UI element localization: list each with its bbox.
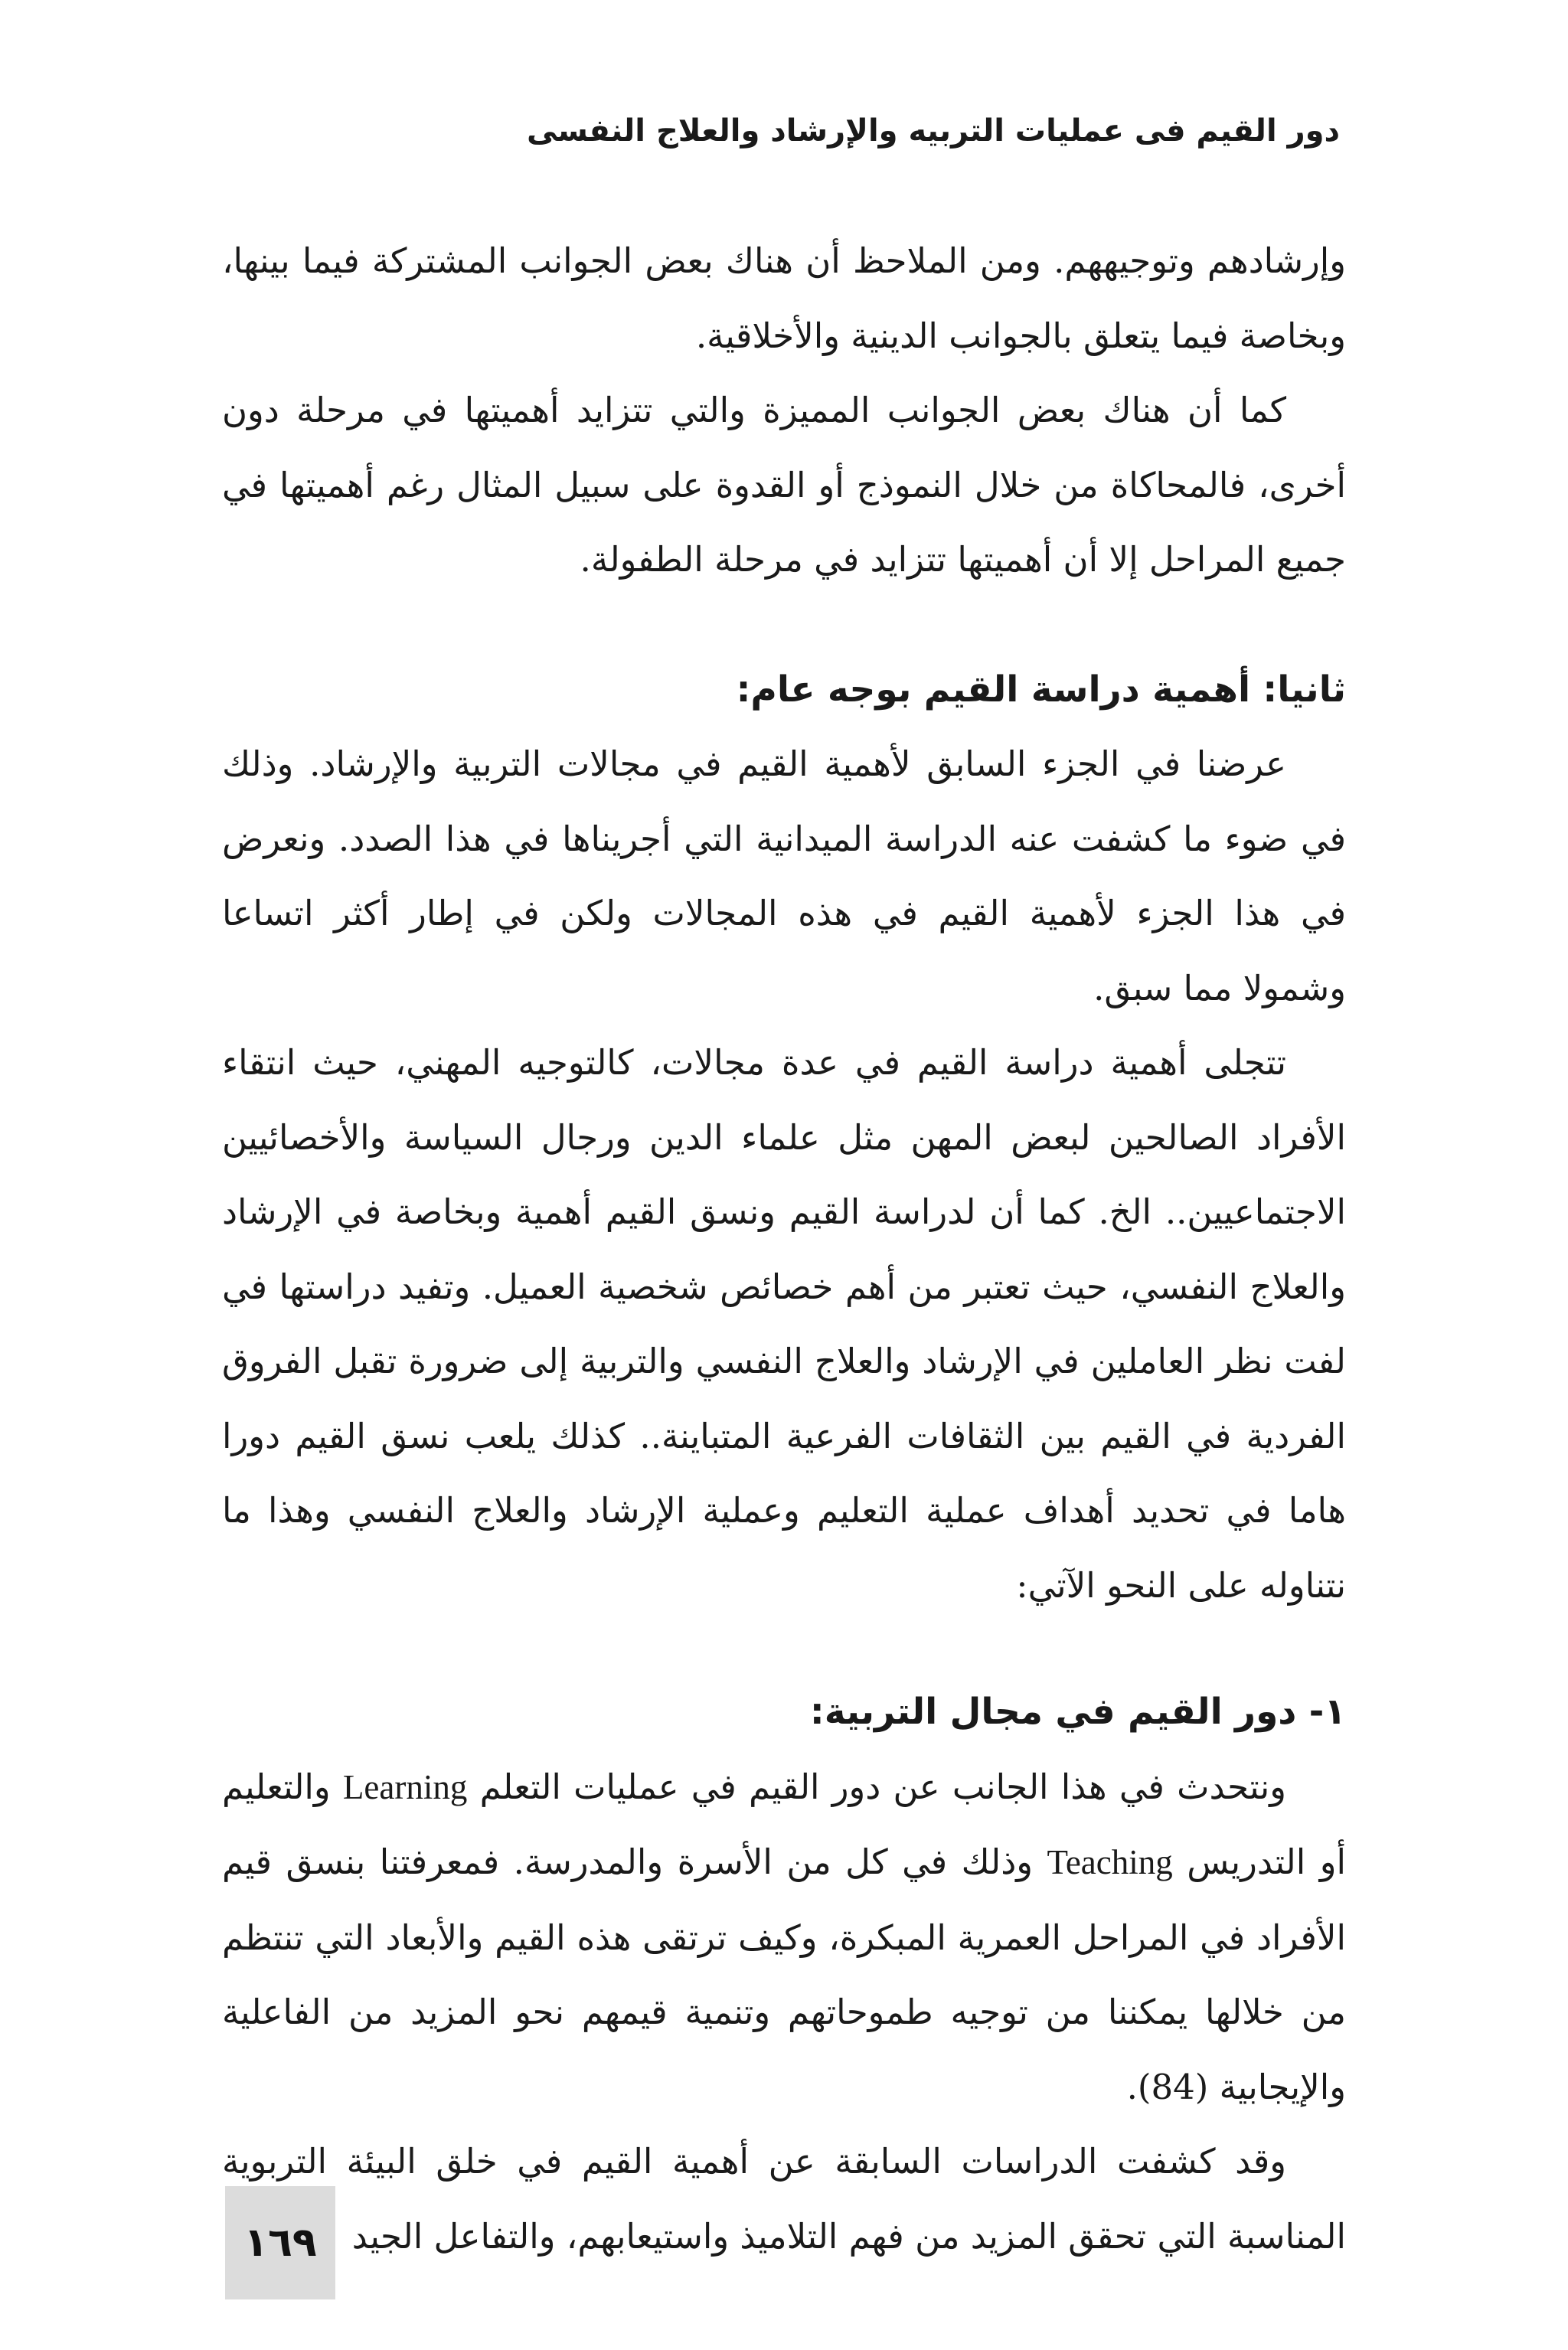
- paragraph: وقد كشفت الدراسات السابقة عن أهمية القيم في خلق البيئة التربوية المناسبة التي تحقق المزيد من فهم التلاميذ واستيعابهم، والتفاعل الجيد: [222, 2141, 1346, 2257]
- running-header: دور القيم فى عمليات التربيه والإرشاد والعلاج النفسى: [527, 113, 1340, 149]
- subsection-heading: ١- دور القيم في مجال التربية:: [809, 1691, 1346, 1733]
- page-number: ١٦٩: [243, 2220, 317, 2266]
- paragraph: عرضنا في الجزء السابق لأهمية القيم في مجالات التربية والإرشاد. وذلك في ضوء ما كشفت عنه الدراسة الميدانية التي أجريناها في هذا الصدد. ونعرض في هذا الجزء لأهمية القيم في هذه المجالات ولكن في إطار أكثر اتساعا وشمولا مما سبق.: [222, 744, 1346, 1008]
- paragraph: وإرشادهم وتوجيههم. ومن الملاحظ أن هناك بعض الجوانب المشتركة فيما بينها، وبخاصة فيما يتعلق بالجوانب الدينية والأخلاقية.: [222, 240, 1346, 356]
- spacer: [222, 1623, 1346, 1675]
- term-teaching: Teaching: [1047, 1843, 1173, 1881]
- main-text: [222, 224, 1346, 2273]
- page-number-box: [225, 2186, 335, 2299]
- text-run: وذلك في كل من الأسرة والمدرسة. فمعرفتنا بنسق قيم الأفراد في المراحل العمرية المبكرة، وكيف ترتقى هذه القيم والأبعاد التي تنتظم من خلالها يمكننا من توجيه طموحاتهم وتنمية قيمهم نحو المزيد من الفاعلية والإيجابية (84).: [222, 1842, 1346, 2107]
- text-run: ونتحدث في هذا الجانب عن دور القيم في عمليات التعلم: [479, 1766, 1286, 1807]
- term-learning: Learning: [342, 1767, 468, 1806]
- paragraph: كما أن هناك بعض الجوانب المميزة والتي تتزايد أهميتها في مرحلة دون أخرى، فالمحاكاة من خلال النموذج أو القدوة على سبيل المثال رغم أهميتها في جميع المراحل إلا أن أهميتها تتزايد في مرحلة الطفولة.: [222, 390, 1346, 580]
- section-heading: ثانيا: أهمية دراسة القيم بوجه عام:: [736, 668, 1346, 711]
- paragraph: تتجلى أهمية دراسة القيم في عدة مجالات، كالتوجيه المهني، حيث انتقاء الأفراد الصالحين لبعض المهن مثل علماء الدين ورجال السياسة والأخصائيين الاجتماعيين.. الخ. كما أن لدراسة القيم ونسق القيم أهمية وبخاصة في الإرشاد والعلاج النفسي، حيث تعتبر من أهم خصائص شخصية العميل. وتفيد دراستها في لفت نظر العاملين في الإرشاد والعلاج النفسي والتربية إلى ضرورة تقبل الفروق الفردية في القيم بين الثقافات الفرعية المتباينة.. كذلك يلعب نسق القيم دورا هاما في تحديد أهداف عملية التعليم وعملية الإرشاد والعلاج النفسي وهذا ما نتناوله على النحو الآتي:: [222, 1042, 1346, 1606]
- paragraph: [222, 1750, 1346, 2125]
- text-run: والتعليم أو التدريس: [222, 1766, 1346, 1882]
- spacer: [222, 597, 1346, 652]
